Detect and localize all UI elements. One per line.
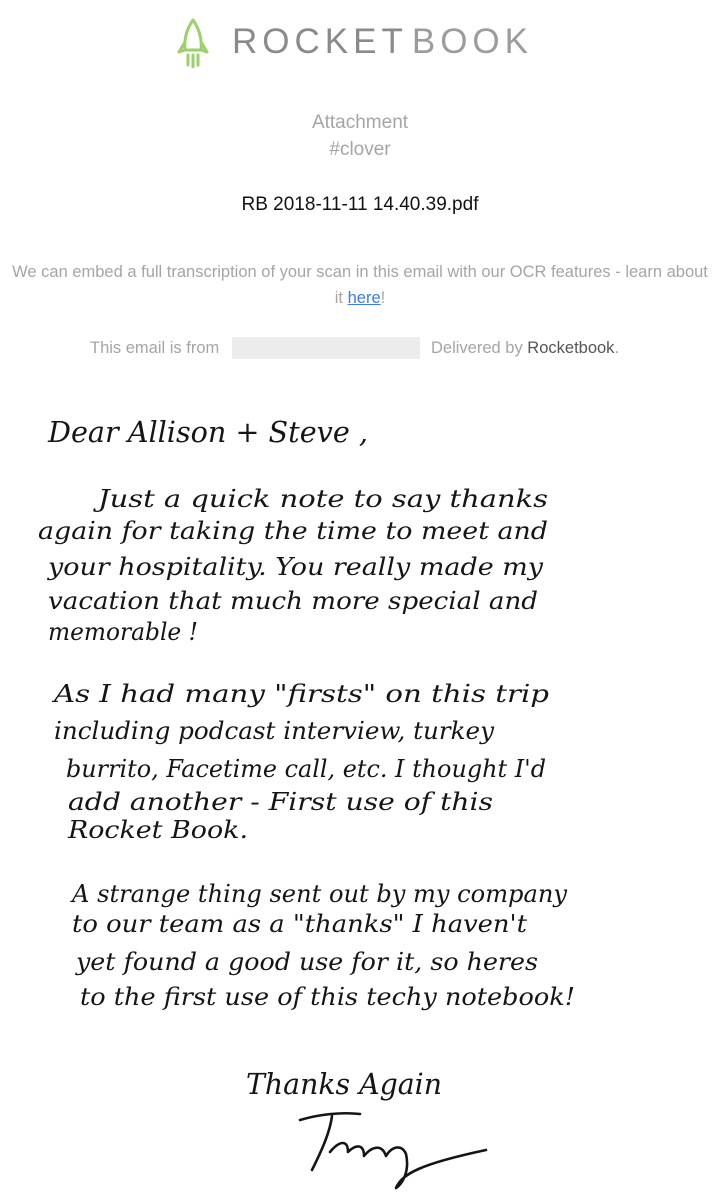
attachment-filename[interactable]: RB 2018-11-11 14.40.39.pdf: [241, 194, 479, 215]
delivered-suffix: .: [614, 339, 620, 357]
note-line: burrito, Facetime call, etc. I thought I'd: [66, 755, 546, 783]
ocr-note-text: We can embed a full transcription of your scan in this email with our OCR features - learn about it: [12, 263, 708, 307]
note-line: A strange thing sent out by my company: [69, 880, 568, 908]
scanned-note: [30, 392, 700, 1200]
note-line: memorable !: [48, 618, 198, 646]
note-line: to our team as a "thanks" I haven't: [72, 910, 528, 938]
note-closing: Thanks Again: [246, 1067, 442, 1101]
ocr-note: [10, 259, 710, 311]
note-line: including podcast interview, turkey: [54, 717, 495, 745]
note-line: to the first use of this techy notebook!: [80, 983, 575, 1011]
from-label: This email is from: [90, 339, 220, 357]
redacted-sender: [232, 337, 420, 359]
brand-name-light: BOOK: [411, 22, 533, 61]
note-line: vacation that much more special and: [48, 587, 538, 615]
delivered-brand: Rocketbook: [527, 339, 615, 357]
email-footer: [0, 337, 720, 361]
note-line: again for taking the time to meet and: [38, 517, 548, 545]
note-greeting: Dear Allison + Steve ,: [47, 415, 368, 449]
note-line: Rocket Book.: [66, 816, 248, 844]
scanned-note-page: [30, 392, 700, 1200]
note-line: yet found a good use for it, so heres: [74, 948, 538, 976]
attachment-label: Attachment: [311, 112, 409, 133]
signature: [300, 1113, 486, 1188]
note-line: add another - First use of this: [68, 788, 493, 816]
note-line: Just a quick note to say thanks: [91, 485, 548, 513]
email-header: [0, 0, 720, 80]
note-line: As I had many "firsts" on this trip: [51, 680, 549, 708]
delivered-by: [431, 339, 619, 358]
brand-wordmark: [232, 20, 533, 64]
delivered-prefix: Delivered by: [431, 339, 528, 357]
ocr-note-suffix: !: [380, 289, 386, 307]
attachment-tag: #clover: [329, 139, 391, 160]
brand-name-bold: ROCKET: [232, 22, 408, 61]
ocr-learn-more-link[interactable]: here: [347, 289, 381, 307]
note-line: your hospitality. You really made my: [46, 553, 544, 581]
rocket-logo-icon: [176, 18, 210, 68]
